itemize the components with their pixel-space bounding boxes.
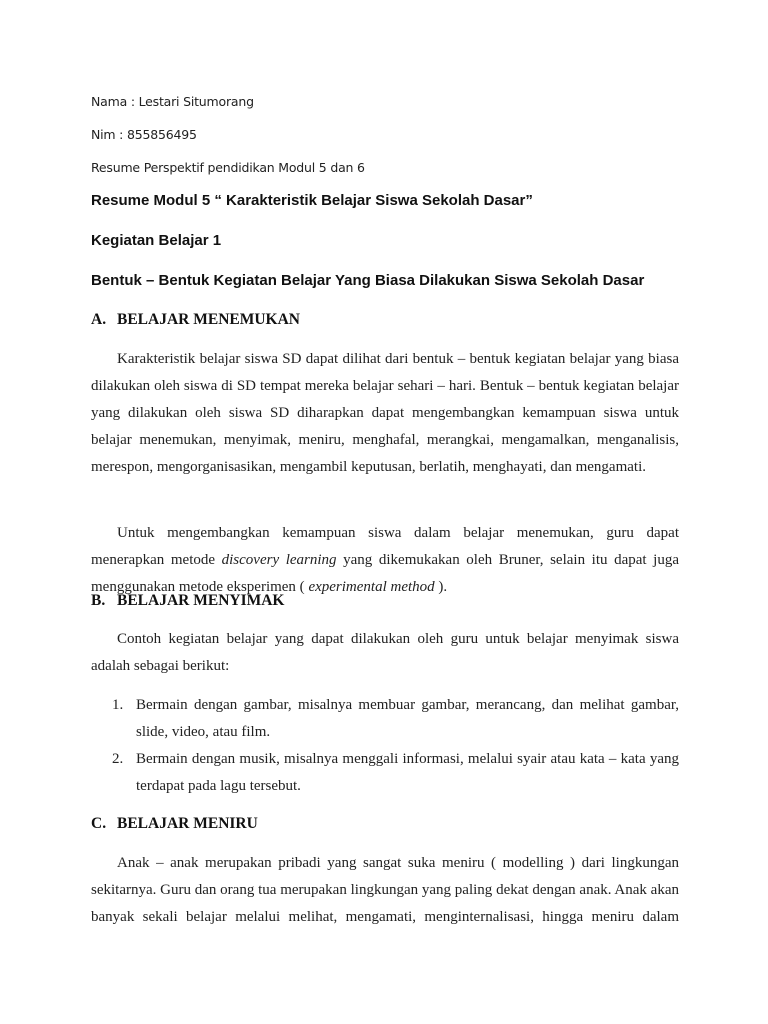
resume-subject-line: Resume Perspektif pendidikan Modul 5 dan 6 [91, 160, 365, 175]
list-item [91, 746, 679, 800]
discovery-learning-term: discovery learning [221, 552, 337, 568]
section-c-letter: C. [91, 815, 107, 832]
section-a-letter: A. [91, 311, 107, 328]
section-a-heading [91, 311, 300, 329]
section-a-paragraph-1: Karakteristik belajar siswa SD dapat dilihat dari bentuk – bentuk kegiatan belajar yang biasa dilakukan oleh siswa di SD tempat mereka belajar sehari – hari. Bentuk – bentuk kegiatan belajar yang dilakukan oleh siswa SD diharapkan dapat mengembangkan kemampuan siswa untuk belajar menemukan, menyimak, meniru, menghafal, merangkai, mengamalkan, menganalisis, merespon, mengorganisasikan, mengambil keputusan, berlatih, menghayati, dan mengamati. [91, 351, 679, 475]
activity-subtitle: Kegiatan Belajar 1 [91, 232, 222, 249]
section-c-paragraph-1: Anak – anak merupakan pribadi yang sangat suka meniru ( modelling ) dari lingkungan sekitarnya. Guru dan orang tua merupakan lingkungan yang paling dekat dengan anak. Anak akan banyak sekali belajar melalui melihat, mengamati, menginternalisasi, hingga meniru dalam [91, 855, 679, 925]
section-a-title: BELAJAR MENEMUKAN [117, 311, 300, 328]
document-title: Resume Modul 5 “ Karakteristik Belajar Siswa Sekolah Dasar” [91, 192, 533, 209]
list-item-text: Bermain dengan musik, misalnya menggali informasi, melalui syair atau kata – kata yang terdapat pada lagu tersebut. [136, 751, 679, 794]
list-item-text: Bermain dengan gambar, misalnya membuar gambar, merancang, dan melihat gambar, slide, video, atau film. [136, 697, 679, 740]
section-c-heading [91, 815, 258, 833]
section-c-title: BELAJAR MENIRU [117, 815, 258, 832]
section-b-title: BELAJAR MENYIMAK [117, 592, 285, 609]
student-nim-line: Nim : 855856495 [91, 127, 197, 142]
section-b-list [91, 692, 679, 800]
section-a-paragraph-2: Untuk mengembangkan kemampuan siswa dalam belajar menemukan, guru dapat menerapkan metode discovery learning yang dikemukakan oleh Bruner, selain itu dapat juga menggunakan metode eksperimen ( experimental method ). [91, 525, 679, 595]
section-b-letter: B. [91, 592, 106, 609]
section-b-paragraph-1: Contoh kegiatan belajar yang dapat dilakukan oleh guru untuk belajar menyimak siswa adalah sebagai berikut: [91, 631, 679, 674]
student-name-line: Nama : Lestari Situmorang [91, 94, 254, 109]
experimental-method-term: experimental method [308, 579, 435, 595]
section-b-heading [91, 592, 285, 610]
list-item [91, 692, 679, 746]
list-item-number: 2. [112, 751, 124, 767]
activity-heading: Bentuk – Bentuk Kegiatan Belajar Yang Biasa Dilakukan Siswa Sekolah Dasar [91, 272, 645, 289]
list-item-number: 1. [112, 697, 124, 713]
